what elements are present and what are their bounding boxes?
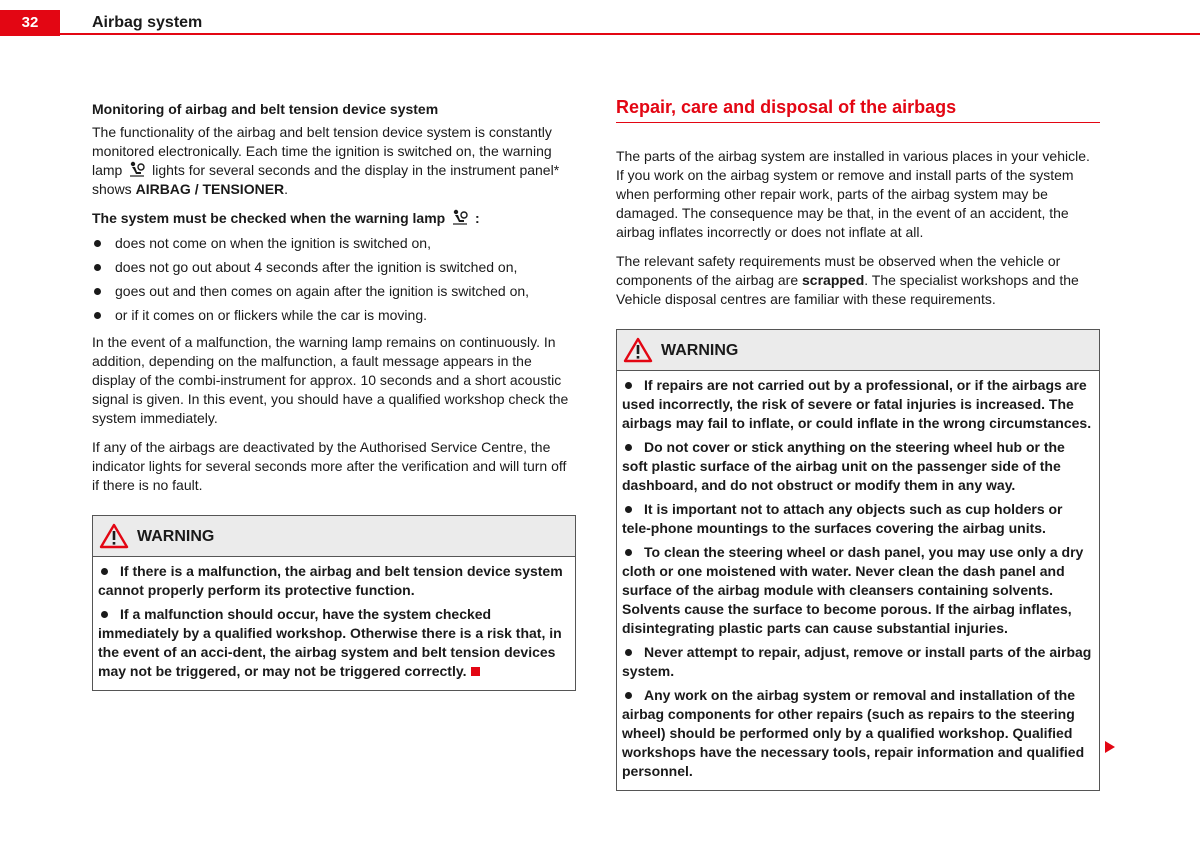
repair-paragraph-1: The parts of the airbag system are installed in various places in your vehicle. If you work on the airbag system or remove and install parts of the system when performing other repair work, parts of the airbag system may be damaged. The consequence may be that, in the event of an accident, the airbag inflates incorrectly or does not inflate at all. — [616, 148, 1090, 240]
monitoring-text-1: The functionality of the airbag and belt tension device system is constantly monitored electronically. Each time the ignition is switched on, the warning lamp — [92, 124, 552, 178]
list-item — [92, 306, 576, 325]
bullet-icon — [625, 382, 632, 389]
warning-label: WARNING — [137, 527, 215, 545]
monitoring-text-end: . — [284, 181, 289, 197]
warning-item-text: Never attempt to repair, adjust, remove or install parts of the airbag system. — [622, 644, 1092, 679]
monitoring-heading: Monitoring of airbag and belt tension device system — [92, 101, 439, 117]
right-column — [616, 98, 1100, 791]
deactivated-paragraph: If any of the airbags are deactivated by the Authorised Service Centre, the indicator lights for several seconds more after the verification and will turn off if there is no fault. — [92, 439, 567, 493]
warning-item — [622, 643, 1093, 681]
bullet-icon — [625, 649, 632, 656]
page-header — [0, 0, 1200, 38]
warning-box-left — [92, 515, 576, 691]
warning-item — [622, 543, 1093, 638]
warning-item-text: It is important not to attach any objects such as cup holders or tele-phone mountings to the surfaces covering the airbag units. — [622, 501, 1063, 536]
warning-item-text: Any work on the airbag system or removal and installation of the airbag components for other repairs (such as repairs to the steering wheel) should be performed only by a qualified workshop. Qualified workshops have the necessary tools, repair information and qualified personnel. — [622, 687, 1085, 779]
warning-header — [617, 330, 1099, 371]
warning-item-text: Do not cover or stick anything on the steering wheel hub or the soft plastic surface of the airbag unit on the passenger side of the dashboard, and do not obstruct or modify them in any way. — [622, 439, 1065, 493]
bullet-icon — [101, 611, 108, 618]
chapter-title: Airbag system — [92, 14, 203, 31]
bullet-icon — [625, 444, 632, 451]
repair-p2-text-1: The relevant safety requirements must be observed when the vehicle or components of the airbag are — [616, 253, 1061, 288]
list-item-text: does not go out about 4 seconds after the ignition is switched on, — [115, 259, 518, 275]
monitoring-paragraph — [92, 123, 576, 199]
repair-paragraph-2 — [616, 252, 1100, 309]
airbag-warning-lamp-icon — [451, 209, 469, 225]
check-heading-text: The system must be checked when the warning lamp — [92, 210, 446, 226]
warning-header — [93, 516, 575, 557]
bullet-icon — [625, 506, 632, 513]
warning-triangle-icon — [99, 523, 129, 549]
bullet-icon — [94, 312, 101, 319]
header-rule — [60, 33, 1200, 35]
check-heading-colon: : — [471, 210, 480, 226]
bullet-icon — [101, 568, 108, 575]
warning-label: WARNING — [661, 341, 739, 359]
warning-item — [622, 686, 1093, 781]
warning-box-right — [616, 329, 1100, 791]
end-of-section-icon — [471, 667, 480, 676]
scrapped-term: scrapped — [802, 272, 865, 288]
bullet-icon — [625, 692, 632, 699]
airbag-tensioner-display: AIRBAG / TENSIONER — [135, 181, 285, 197]
page-number: 32 — [0, 10, 60, 36]
bullet-icon — [625, 549, 632, 556]
warning-body — [617, 371, 1099, 790]
warning-item-text: To clean the steering wheel or dash panel, you may use only a dry cloth or one moistened with water. Never clean the dash panel and surface of the airbag module with cleansers containing solvents. Solvents cause the surface to become porous. If the airbag inflates, disintegrating plastic parts can cause substantial injuries. — [622, 544, 1084, 636]
section-title: Repair, care and disposal of the airbags — [616, 98, 1100, 123]
left-column — [92, 100, 576, 691]
monitoring-text-2: lights for several seconds and the display in the instrument panel* shows — [92, 162, 560, 197]
check-heading — [92, 209, 576, 228]
warning-triangle-icon — [623, 337, 653, 363]
airbag-warning-lamp-icon — [128, 161, 146, 177]
bullet-icon — [94, 264, 101, 271]
repair-p2-text-2: . The specialist workshops and the Vehicle disposal centres are familiar with these requirements. — [616, 272, 1079, 307]
list-item-text: or if it comes on or flickers while the car is moving. — [115, 307, 427, 323]
continue-arrow-icon — [1104, 740, 1116, 754]
check-conditions-list — [92, 234, 576, 325]
warning-item-text: If there is a malfunction, the airbag and belt tension device system cannot properly perform its protective function. — [98, 563, 563, 598]
list-item — [92, 282, 576, 301]
list-item-text: does not come on when the ignition is switched on, — [115, 235, 431, 251]
warning-item-text: If a malfunction should occur, have the system checked immediately by a qualified workshop. Otherwise there is a risk that, in the event of an acci-dent, the airbag system and belt tension devices may not be triggered, or may not be triggered correctly. — [98, 606, 562, 679]
warning-item-text: If repairs are not carried out by a professional, or if the airbags are used incorrectly, the risk of severe or fatal injuries is increased. The airbags may fail to inflate, or could inflate in the wrong circumstances. — [622, 377, 1092, 431]
warning-item — [622, 376, 1093, 433]
list-item-text: goes out and then comes on again after the ignition is switched on, — [115, 283, 530, 299]
warning-item — [98, 562, 569, 600]
bullet-icon — [94, 240, 101, 247]
list-item — [92, 234, 576, 253]
list-item — [92, 258, 576, 277]
warning-item — [98, 605, 569, 681]
warning-item — [622, 438, 1093, 495]
malfunction-paragraph: In the event of a malfunction, the warning lamp remains on continuously. In addition, depending on the malfunction, a fault message appears in the display of the combi-instrument for approx. 10 seconds and a short acoustic signal is given. In this event, you should have a qualified workshop check the system immediately. — [92, 334, 569, 426]
warning-body — [93, 557, 575, 690]
bullet-icon — [94, 288, 101, 295]
warning-item — [622, 500, 1093, 538]
